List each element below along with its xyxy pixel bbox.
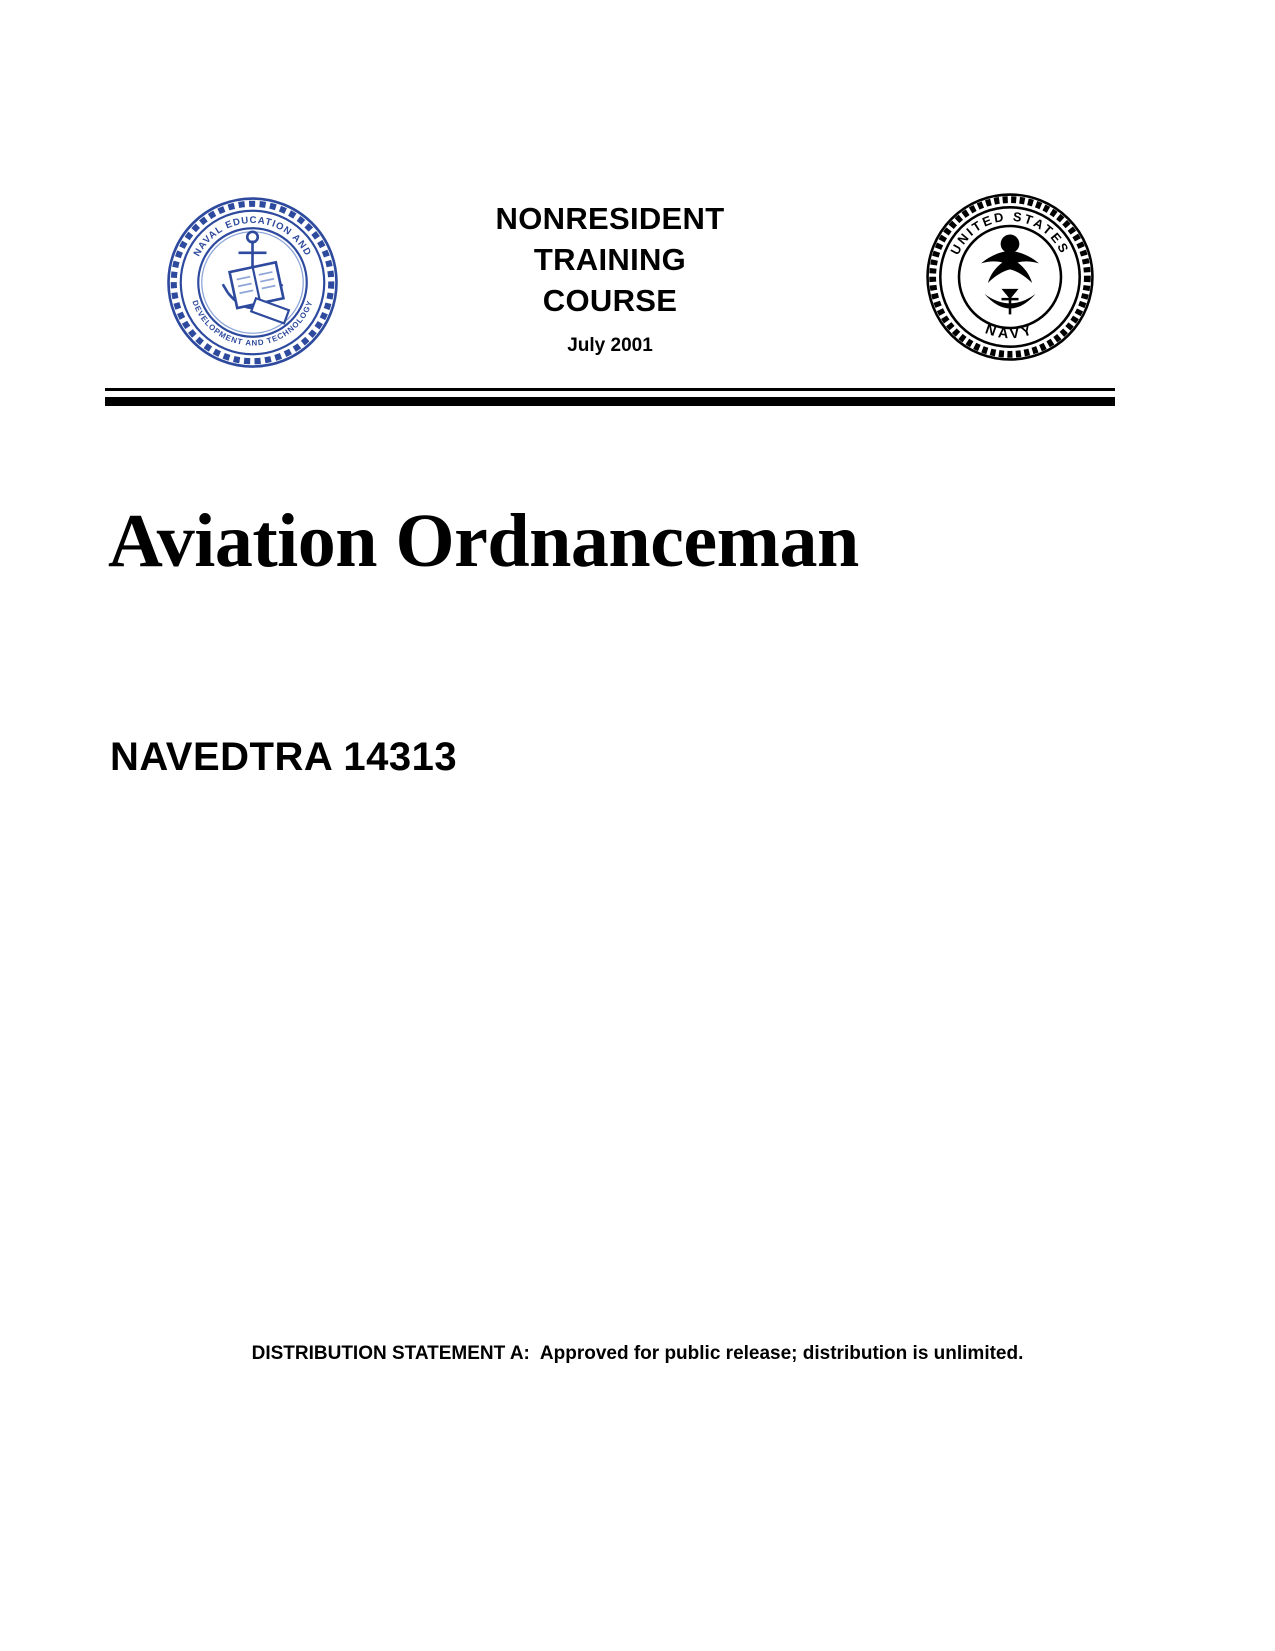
naval-education-and-training-seal-icon xyxy=(165,195,340,370)
svg-text:NAVAL EDUCATION AND: NAVAL EDUCATION AND xyxy=(191,214,314,259)
united-states-navy-seal-icon xyxy=(925,192,1095,362)
header-rule-thick xyxy=(105,397,1115,406)
svg-text:UNITED STATES: UNITED STATES xyxy=(947,208,1073,258)
document-header xyxy=(105,180,1115,380)
page-title: Aviation Ordnanceman xyxy=(108,499,859,583)
header-rule-thin xyxy=(105,388,1115,391)
publication-date: July 2001 xyxy=(567,335,653,356)
course-heading xyxy=(395,198,825,357)
document-number: NAVEDTRA 14313 xyxy=(110,735,458,779)
distribution-statement-label: DISTRIBUTION STATEMENT A: xyxy=(251,1343,530,1364)
distribution-statement-text: Approved for public release; distribution is unlimited. xyxy=(539,1343,1024,1364)
course-heading-line-3: COURSE xyxy=(542,283,678,318)
distribution-statement xyxy=(0,1343,1275,1365)
svg-text:NAVY: NAVY xyxy=(983,321,1037,343)
svg-text:DEVELOPMENT AND TECHNOLOGY: DEVELOPMENT AND TECHNOLOGY xyxy=(190,298,315,348)
course-heading-line-2: TRAINING xyxy=(533,242,687,277)
course-heading-line-1: NONRESIDENT xyxy=(495,201,725,236)
